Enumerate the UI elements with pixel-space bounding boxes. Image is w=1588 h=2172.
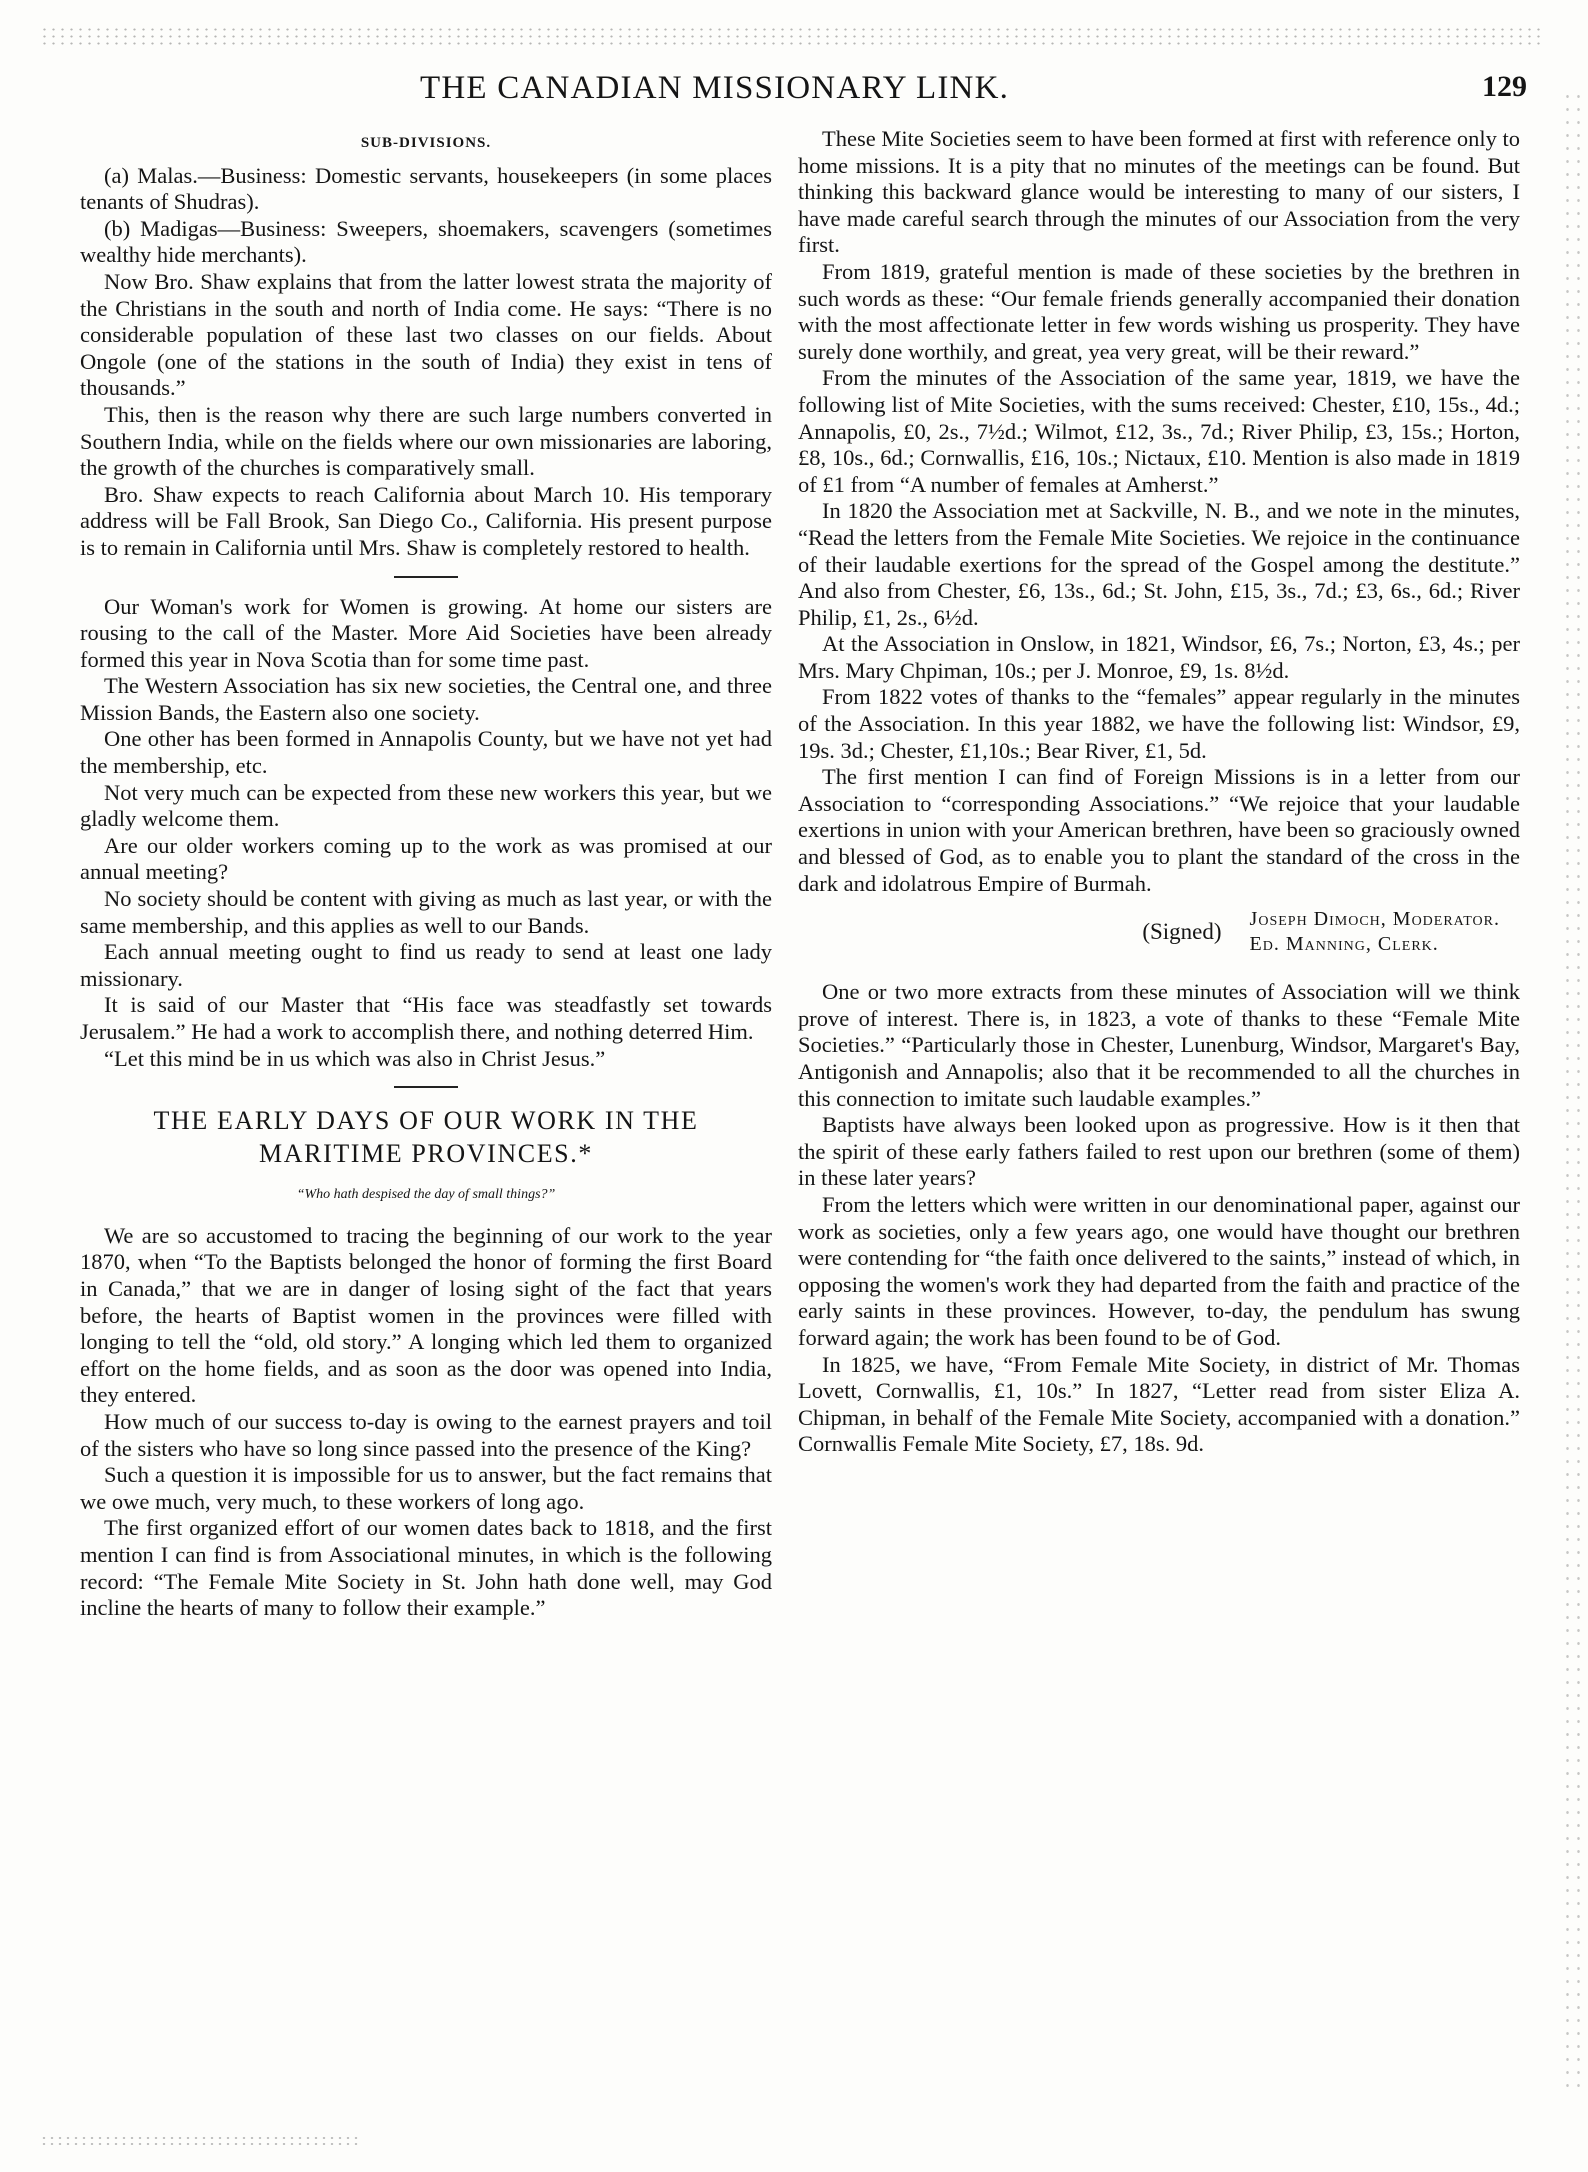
paragraph: Now Bro. Shaw explains that from the latter lowest strata the majority of the Christians in the south and north of India come. He says: “There is no considerable population of these last two classes on our fields. About Ongole (one of the stations in the south of India) they exist in tens of thousands.”	[80, 268, 772, 401]
paragraph: No society should be content with giving as much as last year, or with the same membership, and this applies as well to our Bands.	[80, 886, 772, 938]
paragraph: In 1825, we have, “From Female Mite Society, in district of Mr. Thomas Lovett, Cornwallis, £1, 10s.” In 1827, “Letter read from sister Eliza A. Chipman, in behalf of the Female Mite Society, accompanied with a donation.” Cornwallis Female Mite Society, £7, 18s. 9d.	[798, 1351, 1520, 1457]
paragraph: The first organized effort of our women dates back to 1818, and the first mention I can find is from Associational minutes, in which is the following record: “The Female Mite Society in St. John hath done well, may God incline the hearts of many to follow their example.”	[80, 1515, 772, 1621]
section-divider	[394, 1086, 458, 1088]
right-column	[798, 126, 1520, 2136]
paragraph: (b) Madigas—Business: Sweepers, shoemakers, scavengers (sometimes wealthy hide merchants).	[80, 215, 772, 268]
signature-block	[798, 907, 1500, 957]
paragraph: This, then is the reason why there are such large numbers converted in Southern India, while on the fields where our own missionaries are laboring, the growth of the churches is comparatively small.	[80, 401, 772, 481]
paragraph: (a) Malas.—Business: Domestic servants, housekeepers (in some places tenants of Shudras).	[80, 162, 772, 215]
subdivisions-heading: SUB-DIVISIONS.	[360, 135, 492, 151]
paragraph: How much of our success to-day is owing to the earnest prayers and toil of the sisters who have so long since passed into the presence of the King?	[80, 1408, 772, 1461]
paragraph: Baptists have always been looked upon as progressive. How is it then that the spirit of these early fathers failed to rest upon our brethren (some of them) in these later years?	[798, 1112, 1520, 1191]
moderator-signature: Joseph Dimoch, Moderator.	[1249, 908, 1500, 931]
paragraph: Are our older workers coming up to the work as was promised at our annual meeting?	[80, 832, 772, 885]
epigraph: “Who hath despised the day of small things?”	[296, 1187, 556, 1203]
paragraph: The first mention I can find of Foreign Missions is in a letter from our Association to “corresponding Associations.” “We rejoice that your laudable exertions in union with your American brethren, have been so graciously owned and blessed of God, as to enable you to plant the standard of the cross in the dark and idolatrous Empire of Burmah.	[798, 764, 1520, 896]
left-column	[80, 126, 772, 2136]
article-title: THE EARLY DAYS OF OUR WORK IN THE MARITIME PROVINCES.*	[153, 1106, 699, 1169]
paragraph: From the letters which were written in our denominational paper, against our work as societies, only a few years ago, one would have thought our brethren were contending for “the faith once delivered to the saints,” instead of which, in opposing the women's work they had departed from the faith and practice of the early saints in these provinces. However, to-day, the pendulum has swung forward again; the work has been found to be of God.	[798, 1191, 1520, 1350]
paragraph: At the Association in Onslow, in 1821, Windsor, £6, 7s.; Norton, £3, 4s.; per Mrs. Mary Chpiman, 10s.; per J. Monroe, £9, 1s. 8½d.	[798, 631, 1520, 683]
paragraph: The Western Association has six new societies, the Central one, and three Mission Bands, the Eastern also one society.	[80, 673, 772, 725]
paragraph: One other has been formed in Annapolis County, but we have not yet had the membership, etc.	[80, 726, 772, 779]
paragraph: Each annual meeting ought to find us ready to send at least one lady missionary.	[80, 939, 772, 991]
scan-noise-bottom	[40, 2135, 360, 2149]
signatories	[1250, 907, 1500, 957]
paragraph: From 1822 votes of thanks to the “females” appear regularly in the minutes of the Association. In this year 1882, we have the following list: Windsor, £9, 19s. 3d.; Chester, £1,10s.; Bear River, £1, 5d.	[798, 684, 1520, 763]
clerk-signature: Ed. Manning, Clerk.	[1249, 933, 1439, 956]
signed-label: (Signed)	[1142, 918, 1222, 944]
section-divider	[394, 576, 458, 578]
paragraph: From 1819, grateful mention is made of these societies by the brethren in such words as these: “Our female friends generally accompanied their donation with the most affectionate letter in few words wishing us prosperity. They have surely done worthily, and great, yea very great, will be their reward.”	[798, 258, 1520, 364]
scan-noise-top	[40, 26, 1540, 48]
journal-title: THE CANADIAN MISSIONARY LINK.	[420, 70, 1010, 106]
paragraph: We are so accustomed to tracing the beginning of our work to the year 1870, when “To the Baptists belonged the honor of forming the first Board in Canada,” that we are in danger of losing sight of the fact that years before, the hearts of Baptist women in the provinces were filled with longing to tell the “old, old story.” A longing which led them to organized effort on the home fields, and as soon as the door was opened into India, they entered.	[80, 1222, 772, 1408]
running-head	[0, 70, 1588, 110]
paragraph: In 1820 the Association met at Sackville, N. B., and we note in the minutes, “Read the letters from the Female Mite Societies. We rejoice in the continuance of their laudable exertions for the spread of the Gospel among the destitute.” And also from Chester, £6, 13s., 6d.; St. John, £15, 3s., 7d.; £3, 6s., 6d.; River Philip, £1, 2s., 6½d.	[798, 498, 1520, 630]
paragraph: One or two more extracts from these minutes of Association will we think prove of interest. There is, in 1823, a vote of thanks to these “Female Mite Societies.” “Particularly those in Chester, Lunenburg, Windsor, Margaret's Bay, Antigonish and Annapolis; also that it be recommended to all the churches in this connection to imitate such laudable examples.”	[798, 979, 1520, 1111]
paragraph: Not very much can be expected from these new workers this year, but we gladly welcome them.	[80, 779, 772, 832]
paragraph: It is said of our Master that “His face was steadfastly set towards Jerusalem.” He had a work to accomplish there, and nothing deterred Him.	[80, 992, 772, 1044]
page-number: 129	[1482, 70, 1527, 103]
paragraph: Such a question it is impossible for us to answer, but the fact remains that we owe much, very much, to these workers of long ago.	[80, 1462, 772, 1514]
scan-noise-right-margin	[1562, 90, 1588, 2090]
paragraph: “Let this mind be in us which was also in Christ Jesus.”	[104, 1045, 606, 1071]
paragraph: These Mite Societies seem to have been formed at first with reference only to home missions. It is a pity that no minutes of the meetings can be found. But thinking this backward glance would be interesting to many of our sisters, I have made careful search through the minutes of our Association from the very first.	[798, 126, 1520, 258]
paragraph: From the minutes of the Association of the same year, 1819, we have the following list of Mite Societies, with the sums received: Chester, £10, 15s., 4d.; Annapolis, £0, 2s., 7½d.; Wilmot, £12, 3s., 7d.; River Philip, £3, 15s.; Horton, £8, 10s., 6d.; Cornwallis, £16, 10s.; Nictaux, £10. Mention is also made in 1819 of £1 from “A number of females at Amherst.”	[798, 365, 1520, 497]
paragraph: Our Woman's work for Women is growing. At home our sisters are rousing to the call of the Master. More Aid Societies have been already formed this year in Nova Scotia than for some time past.	[80, 593, 772, 672]
paragraph: Bro. Shaw expects to reach California about March 10. His temporary address will be Fall Brook, San Diego Co., California. His present purpose is to remain in California until Mrs. Shaw is completely restored to health.	[80, 481, 772, 560]
